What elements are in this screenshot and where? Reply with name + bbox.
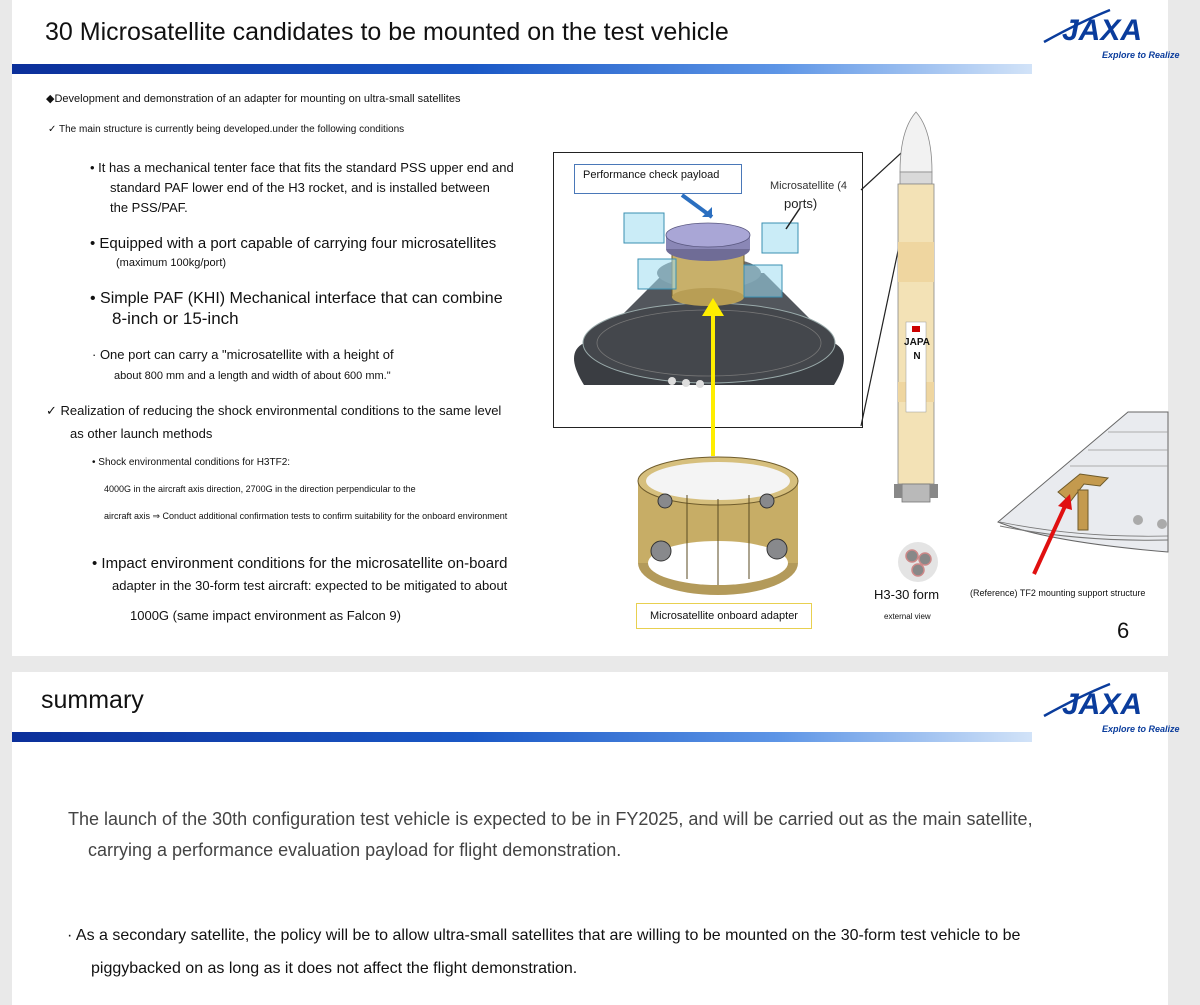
jaxa-logo — [1040, 2, 1180, 62]
slide-title: summary — [41, 686, 144, 714]
bullet-impact-l2: adapter in the 30-form test aircraft: expected to be mitigated to about — [112, 578, 508, 593]
summary-paragraph-2-l1: · As a secondary satellite, the policy will be to allow ultra-small satellites that are willing to be mounted on the 30-form test vehicle to be — [67, 927, 1021, 944]
reference-tf2-label: (Reference) TF2 mounting support structure — [970, 588, 1146, 598]
yellow-arrow-icon — [702, 298, 724, 456]
bullet-shock-values: 4000G in the aircraft axis direction, 2700G in the direction perpendicular to the — [104, 484, 416, 494]
h3-30-form-label: H3-30 form — [874, 587, 940, 602]
bullet-mechanical-interface-l2: standard PAF lower end of the H3 rocket, and is installed between — [110, 180, 490, 195]
adapter-callout: Microsatellite onboard adapter — [636, 603, 812, 629]
title-underline-bar — [12, 732, 1032, 742]
bullet-mechanical-interface-l3: the PSS/PAF. — [110, 200, 188, 215]
bullet-shock-reduction-l2: as other launch methods — [70, 426, 213, 441]
page-number: 6 — [1117, 618, 1130, 643]
bullet-shock-reduction-l1: ✓ Realization of reducing the shock environmental conditions to the same level — [46, 403, 502, 418]
summary-paragraph-1-l1: The launch of the 30th configuration test vehicle is expected to be in FY2025, and will be carried out as the main satellite, — [68, 809, 1033, 829]
performance-payload-callout: Performance check payload — [574, 164, 742, 194]
slide-microsatellite-candidates — [12, 0, 1180, 656]
logo-wordmark: JAXA — [1062, 688, 1143, 721]
bullet-additional-tests: aircraft axis ⇒ Conduct additional confirmation tests to confirm suitability for the onboard environment — [104, 511, 508, 521]
bullet-simple-paf-l2: 8-inch or 15-inch — [112, 309, 239, 328]
logo-tagline: Explore to Realize — [1102, 50, 1180, 60]
external-view-label: external view — [884, 612, 931, 621]
microsatellite-ports-label-l2: ports) — [784, 196, 818, 211]
bullet-impact-l3: 1000G (same impact environment as Falcon 9) — [130, 608, 401, 623]
h3-rocket-illustration — [882, 112, 950, 508]
slide-summary — [12, 672, 1180, 1005]
bullet-four-ports-l2: (maximum 100kg/port) — [116, 257, 227, 269]
logo-wordmark: JAXA — [1062, 14, 1143, 47]
bullet-one-port-l2: about 800 mm and a length and width of about 600 mm." — [114, 370, 391, 382]
bullet-four-ports-l1: • Equipped with a port capable of carrying four microsatellites — [90, 235, 497, 252]
jaxa-logo — [1040, 676, 1180, 736]
title-underline-bar — [12, 64, 1032, 74]
logo-tagline: Explore to Realize — [1102, 724, 1180, 734]
reference-cone-illustration — [988, 392, 1168, 578]
bullet-simple-paf-l1: • Simple PAF (KHI) Mechanical interface that can combine — [90, 290, 503, 307]
bullet-main-structure: ✓ The main structure is currently being developed.under the following conditions — [48, 124, 405, 135]
slide-title: 30 Microsatellite candidates to be mounted on the test vehicle — [45, 18, 729, 46]
summary-paragraph-2-l2: piggybacked on as long as it does not affect the flight demonstration. — [91, 960, 578, 977]
engine-bottom-view-illustration — [896, 540, 940, 584]
microsatellite-ports-label-l1: Microsatellite (4 — [770, 180, 848, 192]
adapter-ring-illustration — [635, 455, 801, 597]
bullet-mechanical-interface-l1: • It has a mechanical tenter face that fits the standard PSS upper end and — [90, 160, 514, 175]
rocket-japan-label: JAPAN — [904, 337, 930, 362]
bullet-impact-l1: • Impact environment conditions for the microsatellite on-board — [92, 555, 508, 572]
summary-paragraph-1-l2: carrying a performance evaluation payload for flight demonstration. — [88, 840, 622, 860]
bullet-shock-h3tf2: • Shock environmental conditions for H3TF2: — [92, 457, 291, 468]
bullet-adapter-development: ◆Development and demonstration of an adapter for mounting on ultra-small satellites — [46, 93, 461, 105]
bullet-one-port-l1: · One port can carry a "microsatellite with a height of — [92, 347, 394, 362]
